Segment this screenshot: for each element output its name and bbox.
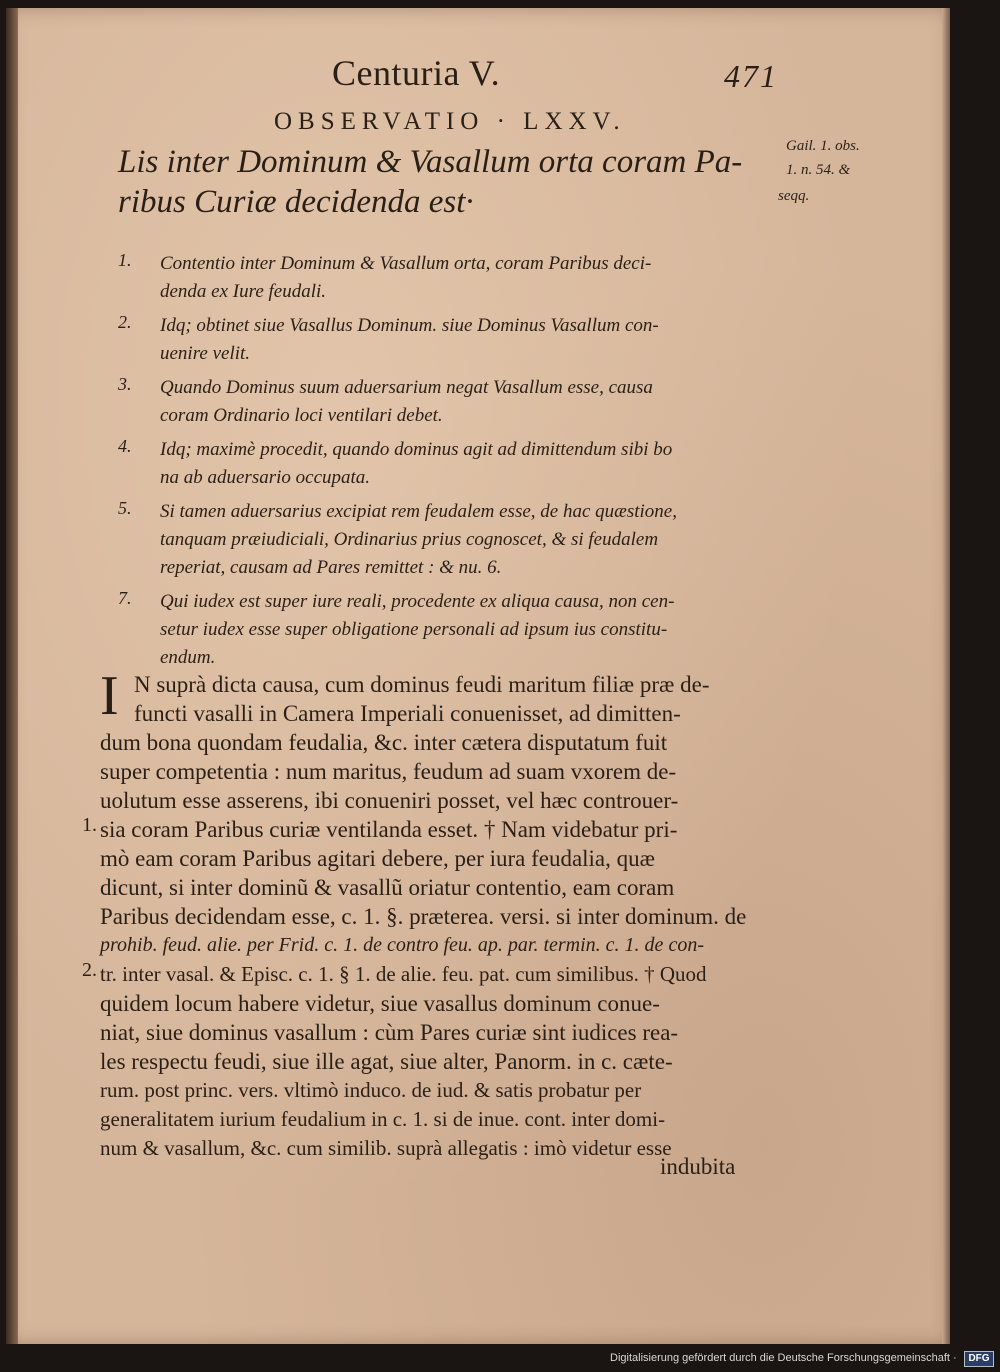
summary-item — [112, 588, 772, 672]
body-line: functi vasalli in Camera Imperiali conuenisset, ad dimitten- — [134, 701, 681, 726]
summary-line: Idq; maximè procedit, quando dominus agit ad dimittendum sibi bo — [160, 439, 673, 460]
summary-line: denda ex Iure feudali. — [160, 281, 327, 302]
margin-note-line: Gail. 1. obs. — [786, 138, 860, 154]
summary-number: 3. — [118, 374, 132, 394]
body-line: prohib. feud. alie. per Frid. c. 1. de contro feu. ap. par. termin. c. 1. de con- — [100, 934, 704, 956]
heading-line: Lis inter Dominum & Vasallum orta coram Pa- — [118, 144, 743, 180]
summary-line: reperiat, causam ad Pares remittet : & nu. 6. — [160, 557, 502, 578]
body-line: les respectu feudi, siue ille agat, siue alter, Panorm. in c. cæte- — [100, 1049, 673, 1074]
body-line: N suprà dicta causa, cum dominus feudi maritum filiæ præ de- — [134, 672, 710, 697]
summary-line: na ab aduersario occupata. — [160, 467, 371, 488]
summary-number: 2. — [118, 312, 132, 332]
summary-line: Quando Dominus suum aduersarium negat Vasallum esse, causa — [160, 377, 653, 398]
body-line: niat, siue dominus vasallum : cùm Pares curiæ sint iudices rea- — [100, 1020, 679, 1045]
summary-line: coram Ordinario loci ventilari debet. — [160, 405, 443, 426]
body-line: quidem locum habere videtur, siue vasallus dominum conue- — [100, 991, 660, 1016]
catchword: indubita — [660, 1154, 736, 1179]
body-line: sia coram Paribus curiæ ventilanda esset. † Nam videbatur pri- — [100, 817, 678, 842]
summary-line: uenire velit. — [160, 343, 251, 364]
heading-line: ribus Curiæ decidenda est· — [118, 184, 474, 220]
page-edge — [942, 8, 950, 1344]
summary-item — [112, 374, 772, 430]
body-line: rum. post princ. vers. vltimò induco. de iud. & satis probatur per — [100, 1078, 642, 1102]
summary-line: Qui iudex est super iure reali, procedente ex aliqua causa, non cen- — [160, 591, 675, 612]
summary-number: 1. — [118, 250, 132, 270]
body-text — [100, 665, 780, 1163]
summary-line: Idq; obtinet siue Vasallus Dominum. siue Dominus Vasallum con- — [160, 315, 659, 336]
body-line: uolutum esse asserens, ibi conueniri posset, vel hæc controuer- — [100, 788, 679, 813]
observation-title: OBSERVATIO · LXXV. — [274, 108, 626, 135]
summary-list — [112, 250, 772, 678]
body-line: num & vasallum, &c. cum similib. suprà allegatis : imò videtur esse — [100, 1136, 672, 1160]
summary-number: 5. — [118, 498, 132, 518]
footer-credit: Digitalisierung gefördert durch die Deutsche Forschungsgemeinschaft · — [610, 1352, 957, 1364]
dfg-logo: DFG — [964, 1351, 994, 1367]
body-line: mò eam coram Paribus agitari debere, per iura feudalia, quæ — [100, 846, 655, 871]
page-spine-shadow — [6, 8, 18, 1344]
body-line: generalitatem iurium feudalium in c. 1. si de inue. cont. inter domi- — [100, 1107, 666, 1131]
margin-number: 2. — [82, 959, 97, 981]
summary-number: 7. — [118, 588, 132, 608]
body-line: super competentia : num maritus, feudum ad suam vxorem de- — [100, 759, 677, 784]
summary-item — [112, 436, 772, 492]
summary-line: Si tamen aduersarius excipiat rem feudalem esse, de hac quæstione, — [160, 501, 677, 522]
summary-item — [112, 498, 772, 582]
summary-line: endum. — [160, 647, 216, 668]
page-number: 471 — [724, 58, 778, 94]
summary-item — [112, 250, 772, 306]
running-head: Centuria V. — [332, 53, 501, 93]
summary-line: setur iudex esse super obligatione personali ad ipsum ius constitu- — [160, 619, 668, 640]
summary-line: Contentio inter Dominum & Vasallum orta, coram Paribus deci- — [160, 253, 652, 274]
summary-line: tanquam præiudiciali, Ordinarius prius cognoscet, & si feudalem — [160, 529, 659, 550]
body-line: dum bona quondam feudalia, &c. inter cætera disputatum fuit — [100, 730, 668, 755]
summary-number: 4. — [118, 436, 132, 456]
body-line: dicunt, si inter dominũ & vasallũ oriatur contentio, eam coram — [100, 875, 675, 900]
margin-number: 1. — [82, 814, 97, 836]
body-line: tr. inter vasal. & Episc. c. 1. § 1. de alie. feu. pat. cum similibus. † Quod — [100, 962, 707, 986]
body-line: Paribus decidendam esse, c. 1. §. præterea. versi. si inter dominum. de — [100, 904, 747, 929]
margin-note-line: seqq. — [778, 188, 810, 204]
margin-note-line: 1. n. 54. & — [786, 162, 851, 178]
drop-cap: I — [100, 665, 119, 727]
summary-item — [112, 312, 772, 368]
